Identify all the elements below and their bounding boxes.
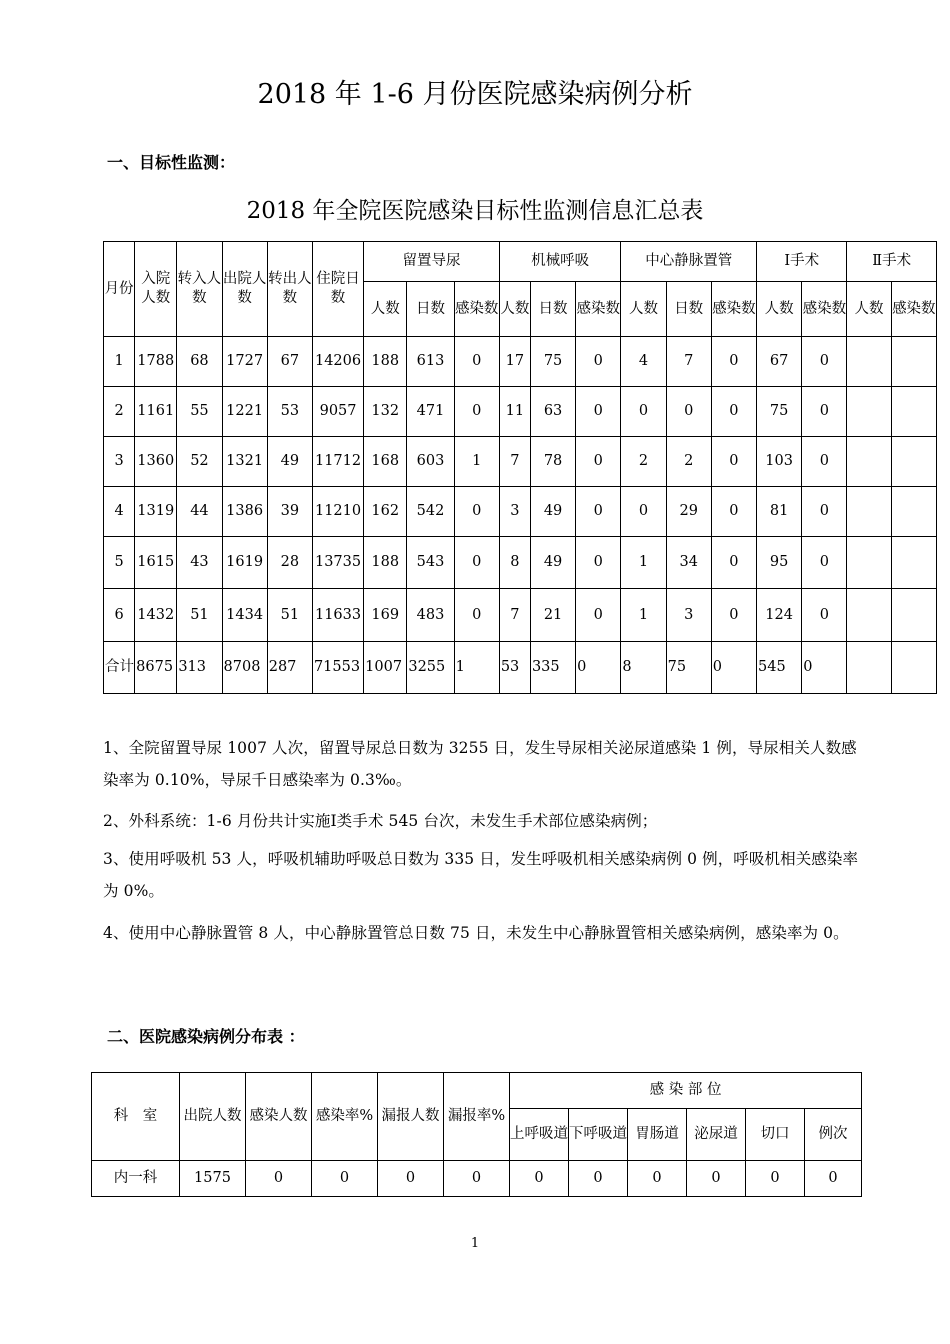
data-cell: 39 — [267, 487, 312, 537]
data-cell: 11 — [499, 387, 530, 437]
paragraph-catheter-summary: 1、全院留置导尿 1007 人次，留置导尿总日数为 3255 日，发生导尿相关泌尿道感染 1 例，导尿相关人数感染率为 0.10%，导尿千日感染率为 0.3‰。 — [103, 739, 857, 789]
data-cell: 162 — [364, 487, 407, 537]
data-cell: 188 — [364, 337, 407, 387]
data-cell: 55 — [177, 387, 222, 437]
data-cell: 1321 — [222, 437, 267, 487]
header-catheter-days: 日数 — [407, 282, 454, 337]
total-cell: 8 — [621, 642, 666, 694]
data-cell: 0 — [711, 437, 756, 487]
data-cell: 0 — [312, 1161, 378, 1197]
data-cell: 0 — [628, 1161, 687, 1197]
data-cell: 0 — [802, 437, 847, 487]
data-cell: 0 — [454, 387, 499, 437]
header-vent-infections: 感染数 — [576, 282, 621, 337]
data-cell: 1319 — [135, 487, 177, 537]
data-cell: 75 — [757, 387, 802, 437]
data-cell: 124 — [757, 589, 802, 642]
total-cell: 287 — [267, 642, 312, 694]
data-cell: 0 — [576, 337, 621, 387]
data-cell: 1727 — [222, 337, 267, 387]
header-month: 月份 — [104, 242, 135, 337]
data-cell: 2 — [104, 387, 135, 437]
data-cell: 0 — [805, 1161, 862, 1197]
month-row — [104, 337, 937, 387]
data-cell: 49 — [530, 537, 575, 589]
total-cell: 0 — [711, 642, 756, 694]
month-row — [104, 387, 937, 437]
data-cell: 49 — [530, 487, 575, 537]
data-cell: 43 — [177, 537, 222, 589]
dist-header-infection-site: 感 染 部 位 — [510, 1073, 862, 1109]
monitoring-table-title: 2018 年全院医院感染目标性监测信息汇总表 — [246, 198, 704, 224]
data-cell: 169 — [364, 589, 407, 642]
data-cell: 8 — [499, 537, 530, 589]
monitoring-table-body — [104, 337, 937, 694]
data-cell: 67 — [757, 337, 802, 387]
total-cell: 53 — [499, 642, 530, 694]
data-cell: 14206 — [312, 337, 363, 387]
total-row — [104, 642, 937, 694]
total-label: 合计 — [104, 642, 135, 694]
data-cell: 1615 — [135, 537, 177, 589]
header-urinary-catheter: 留置导尿 — [364, 242, 500, 282]
data-cell: 3 — [666, 589, 711, 642]
dist-header-department: 科 室 — [92, 1073, 180, 1161]
dist-header-missed-rate: 漏报率% — [444, 1073, 510, 1161]
data-cell: 17 — [499, 337, 530, 387]
data-cell: 483 — [407, 589, 454, 642]
dist-header-row-1 — [92, 1073, 862, 1109]
data-cell — [847, 437, 891, 487]
section-heading-infection-distribution: 二、医院感染病例分布表 ： — [107, 1027, 305, 1046]
department-row — [92, 1161, 862, 1197]
data-cell: 53 — [267, 387, 312, 437]
header-inpatient-days: 住院日数 — [312, 242, 363, 337]
data-cell: 52 — [177, 437, 222, 487]
header-transfer-out: 转出人数 — [267, 242, 312, 337]
header-central-venous-catheter: 中心静脉置管 — [621, 242, 757, 282]
data-cell: 0 — [711, 337, 756, 387]
data-cell: 0 — [576, 537, 621, 589]
data-cell: 4 — [104, 487, 135, 537]
data-cell — [891, 589, 936, 642]
data-cell: 28 — [267, 537, 312, 589]
dist-header-missed-reports: 漏报人数 — [378, 1073, 444, 1161]
data-cell: 0 — [802, 337, 847, 387]
data-cell — [891, 537, 936, 589]
data-cell: 0 — [746, 1161, 805, 1197]
data-cell: 1221 — [222, 387, 267, 437]
data-cell: 9057 — [312, 387, 363, 437]
header-surgery2-infections: 感染数 — [891, 282, 936, 337]
data-cell: 0 — [454, 589, 499, 642]
month-row — [104, 537, 937, 589]
data-cell: 0 — [510, 1161, 569, 1197]
data-cell: 0 — [711, 387, 756, 437]
data-cell: 1575 — [180, 1161, 246, 1197]
total-cell: 545 — [757, 642, 802, 694]
dist-header-upper-respiratory: 上呼吸道 — [510, 1109, 569, 1161]
data-cell: 1 — [454, 437, 499, 487]
data-cell: 168 — [364, 437, 407, 487]
distribution-table-body — [92, 1161, 862, 1197]
header-surgery2-persons: 人数 — [847, 282, 891, 337]
data-cell: 2 — [666, 437, 711, 487]
data-cell: 0 — [802, 487, 847, 537]
data-cell — [847, 589, 891, 642]
dist-header-cases: 例次 — [805, 1109, 862, 1161]
header-class2-surgery: Ⅱ手术 — [847, 242, 937, 282]
data-cell: 471 — [407, 387, 454, 437]
data-cell — [891, 487, 936, 537]
data-cell: 0 — [687, 1161, 746, 1197]
monitoring-summary-table — [103, 241, 937, 694]
data-cell: 1 — [104, 337, 135, 387]
header-surgery1-persons: 人数 — [757, 282, 802, 337]
data-cell: 75 — [530, 337, 575, 387]
data-cell: 49 — [267, 437, 312, 487]
data-cell — [847, 537, 891, 589]
data-cell: 0 — [444, 1161, 510, 1197]
total-cell: 71553 — [312, 642, 363, 694]
data-cell: 188 — [364, 537, 407, 589]
data-cell: 7 — [666, 337, 711, 387]
dist-header-infection-rate: 感染率% — [312, 1073, 378, 1161]
data-cell: 1432 — [135, 589, 177, 642]
data-cell: 0 — [802, 589, 847, 642]
header-vent-persons: 人数 — [499, 282, 530, 337]
data-cell: 68 — [177, 337, 222, 387]
section-heading-targeted-monitoring: 一、目标性监测： — [107, 153, 236, 172]
data-cell: 0 — [711, 487, 756, 537]
department-name: 内一科 — [92, 1161, 180, 1197]
data-cell: 0 — [246, 1161, 312, 1197]
data-cell — [891, 337, 936, 387]
data-cell: 67 — [267, 337, 312, 387]
data-cell: 543 — [407, 537, 454, 589]
total-cell: 0 — [576, 642, 621, 694]
data-cell: 0 — [621, 387, 666, 437]
dist-header-lower-respiratory: 下呼吸道 — [569, 1109, 628, 1161]
data-cell: 13735 — [312, 537, 363, 589]
dist-header-urinary: 泌尿道 — [687, 1109, 746, 1161]
data-cell: 3 — [104, 437, 135, 487]
total-cell: 313 — [177, 642, 222, 694]
data-cell: 1161 — [135, 387, 177, 437]
data-cell: 0 — [666, 387, 711, 437]
header-discharges: 出院人数 — [222, 242, 267, 337]
header-catheter-persons: 人数 — [364, 282, 407, 337]
data-cell — [891, 437, 936, 487]
data-cell: 29 — [666, 487, 711, 537]
data-cell: 11210 — [312, 487, 363, 537]
infection-distribution-table — [91, 1072, 862, 1197]
header-catheter-infections: 感染数 — [454, 282, 499, 337]
header-mechanical-ventilation: 机械呼吸 — [499, 242, 621, 282]
data-cell: 7 — [499, 589, 530, 642]
header-transfer-in: 转入人数 — [177, 242, 222, 337]
data-cell: 63 — [530, 387, 575, 437]
paragraph-surgery-summary: 2、外科系统：1-6 月份共计实施Ⅰ类手术 545 台次，未发生手术部位感染病例； — [103, 812, 658, 830]
data-cell: 4 — [621, 337, 666, 387]
month-row — [104, 589, 937, 642]
paragraph-ventilator-summary: 3、使用呼吸机 53 人，呼吸机辅助呼吸总日数为 335 日，发生呼吸机相关感染病例 0 例，呼吸机相关感染率为 0%。 — [103, 850, 859, 900]
data-cell: 78 — [530, 437, 575, 487]
data-cell: 1360 — [135, 437, 177, 487]
total-cell: 335 — [530, 642, 575, 694]
data-cell: 0 — [711, 589, 756, 642]
data-cell: 0 — [802, 537, 847, 589]
total-cell — [847, 642, 891, 694]
total-cell: 1 — [454, 642, 499, 694]
total-cell: 8708 — [222, 642, 267, 694]
data-cell: 1619 — [222, 537, 267, 589]
data-cell: 0 — [621, 487, 666, 537]
header-cvc-days: 日数 — [666, 282, 711, 337]
data-cell: 1386 — [222, 487, 267, 537]
data-cell: 0 — [576, 437, 621, 487]
data-cell: 0 — [802, 387, 847, 437]
data-cell: 542 — [407, 487, 454, 537]
data-cell: 0 — [454, 487, 499, 537]
data-cell: 1 — [621, 537, 666, 589]
total-cell — [891, 642, 936, 694]
data-cell: 0 — [711, 537, 756, 589]
total-cell: 75 — [666, 642, 711, 694]
data-cell: 0 — [378, 1161, 444, 1197]
total-cell: 1007 — [364, 642, 407, 694]
data-cell: 0 — [454, 537, 499, 589]
data-cell — [847, 487, 891, 537]
data-cell: 1788 — [135, 337, 177, 387]
dist-header-infected: 感染人数 — [246, 1073, 312, 1161]
data-cell: 6 — [104, 589, 135, 642]
header-class1-surgery: Ⅰ手术 — [757, 242, 847, 282]
data-cell: 7 — [499, 437, 530, 487]
month-row — [104, 437, 937, 487]
data-cell: 5 — [104, 537, 135, 589]
data-cell: 0 — [576, 487, 621, 537]
data-cell: 44 — [177, 487, 222, 537]
data-cell: 0 — [576, 589, 621, 642]
data-cell: 81 — [757, 487, 802, 537]
data-cell: 1434 — [222, 589, 267, 642]
total-cell: 0 — [802, 642, 847, 694]
data-cell: 11633 — [312, 589, 363, 642]
data-cell: 51 — [267, 589, 312, 642]
data-cell: 0 — [569, 1161, 628, 1197]
header-vent-days: 日数 — [530, 282, 575, 337]
data-cell: 11712 — [312, 437, 363, 487]
data-cell: 603 — [407, 437, 454, 487]
document-title: 2018 年 1-6 月份医院感染病例分析 — [257, 79, 693, 110]
data-cell: 103 — [757, 437, 802, 487]
dist-header-discharges: 出院人数 — [180, 1073, 246, 1161]
data-cell: 3 — [499, 487, 530, 537]
data-cell — [847, 387, 891, 437]
header-cvc-infections: 感染数 — [711, 282, 756, 337]
paragraph-cvc-summary: 4、使用中心静脉置管 8 人，中心静脉置管总日数 75 日，未发生中心静脉置管相关感染病例，感染率为 0。 — [103, 924, 849, 942]
total-cell: 3255 — [407, 642, 454, 694]
header-cvc-persons: 人数 — [621, 282, 666, 337]
data-cell: 0 — [454, 337, 499, 387]
data-cell: 1 — [621, 589, 666, 642]
data-cell: 0 — [576, 387, 621, 437]
data-cell — [891, 387, 936, 437]
data-cell: 613 — [407, 337, 454, 387]
data-cell: 132 — [364, 387, 407, 437]
total-cell: 8675 — [135, 642, 177, 694]
page-number: 1 — [470, 1236, 480, 1251]
data-cell: 21 — [530, 589, 575, 642]
data-cell: 2 — [621, 437, 666, 487]
header-row-1 — [104, 242, 937, 282]
dist-header-incision: 切口 — [746, 1109, 805, 1161]
header-admissions: 入院人数 — [135, 242, 177, 337]
data-cell — [847, 337, 891, 387]
month-row — [104, 487, 937, 537]
header-surgery1-infections: 感染数 — [802, 282, 847, 337]
data-cell: 34 — [666, 537, 711, 589]
data-cell: 95 — [757, 537, 802, 589]
dist-header-gastrointestinal: 胃肠道 — [628, 1109, 687, 1161]
data-cell: 51 — [177, 589, 222, 642]
